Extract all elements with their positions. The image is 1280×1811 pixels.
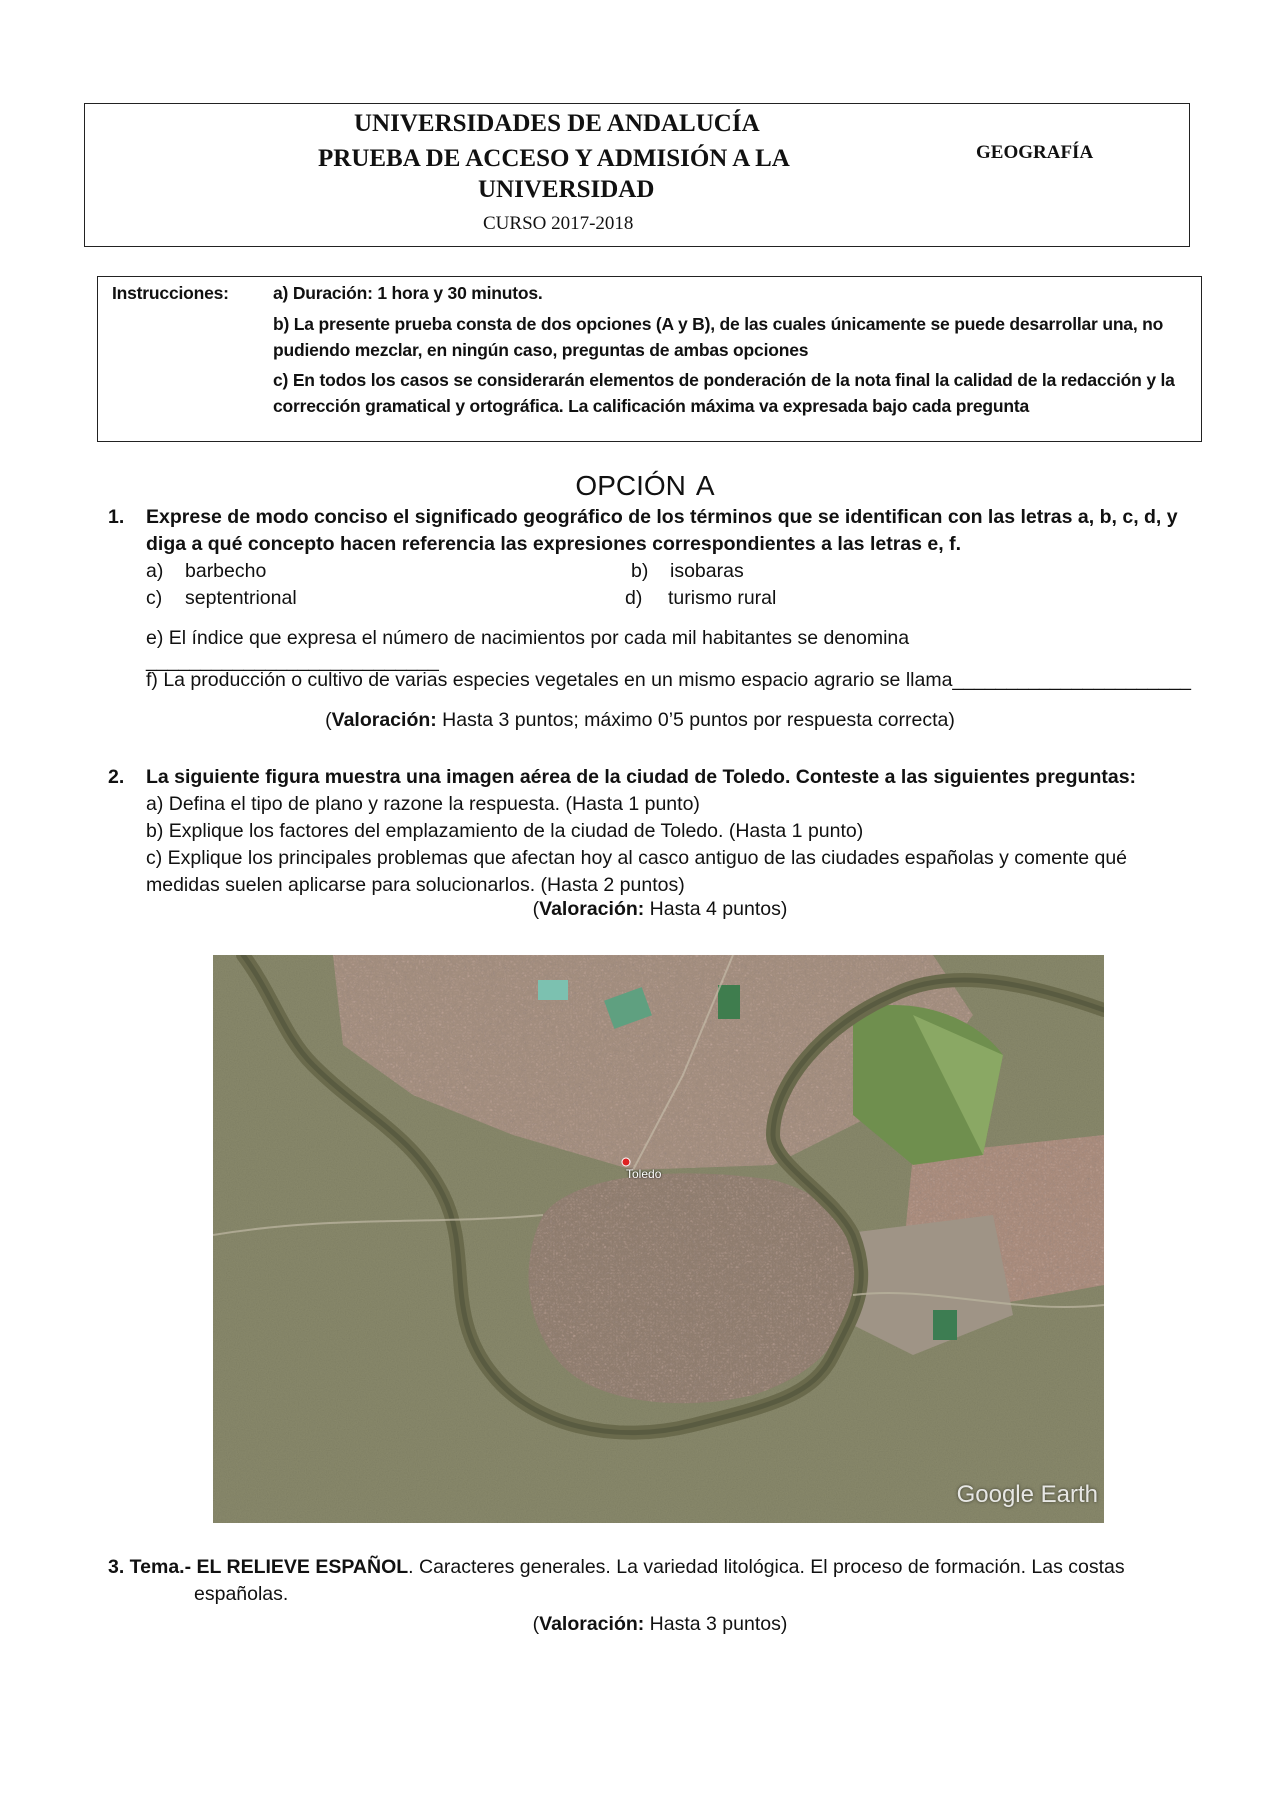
question-1-number: 1. (108, 506, 125, 528)
instruction-c: c) En todos los casos se considerarán elementos de ponderación de la nota final la calidad de la redacción y la corrección gramatical y ortográfica. La calificación máxima va expresada bajo cada pregunta (273, 370, 1175, 416)
score-label: Valoración: (331, 709, 437, 731)
term-a: barbecho (185, 560, 267, 582)
exam-title-line2: UNIVERSIDAD (478, 176, 655, 203)
question-2-score: (Valoración: Hasta 4 puntos) (532, 898, 788, 920)
term-b-letter: b) (631, 560, 649, 582)
question-2-item-a: a) Defina el tipo de plano y razone la respuesta. (Hasta 1 punto) (146, 793, 700, 815)
instruction-a: a) Duración: 1 hora y 30 minutos. (273, 283, 543, 303)
university-name: UNIVERSIDADES DE ANDALUCÍA (354, 110, 760, 137)
question-2-item-b: b) Explique los factores del emplazamiento de la ciudad de Toledo. (Hasta 1 punto) (146, 820, 864, 842)
score-label: Valoración: (539, 898, 645, 920)
course-year: CURSO 2017-2018 (483, 213, 634, 234)
term-c-letter: c) (146, 587, 163, 609)
question-3 (108, 1554, 1178, 1608)
question-3-line1: . Caracteres generales. La variedad litológica. El proceso de formación. Las costas (408, 1556, 1125, 1578)
term-b: isobaras (670, 560, 744, 582)
pin-label: Toledo (626, 1167, 662, 1181)
question-1-item-e: e) El índice que expresa el número de nacimientos por cada mil habitantes se denomina ___________________________ (146, 627, 910, 672)
score-text: Hasta 3 puntos) (644, 1613, 788, 1635)
term-c: septentrional (185, 587, 297, 609)
term-a-letter: a) (146, 560, 164, 582)
option-title (0, 470, 1280, 502)
option-word: OPCIÓN (575, 470, 686, 501)
google-earth-watermark: Google Earth (956, 1481, 1098, 1508)
score-text: Hasta 4 puntos) (644, 898, 788, 920)
question-1-text: Exprese de modo conciso el significado geográfico de los términos que se identifican con las letras a, b, c, d, y diga a qué concepto hacen referencia las expresiones correspondientes a las letras e, f. (146, 506, 1178, 555)
question-1-score: (Valoración: Hasta 3 puntos; máximo 0’5 puntos por respuesta correcta) (325, 709, 955, 731)
score-label: Valoración: (539, 1613, 645, 1635)
question-3-score: (Valoración: Hasta 3 puntos) (532, 1613, 788, 1635)
aerial-photo (213, 955, 1104, 1523)
instructions-label: Instrucciones: (112, 283, 229, 303)
exam-title-line1: PRUEBA DE ACCESO Y ADMISIÓN A LA (318, 145, 790, 172)
question-1-item-f: f) La producción o cultivo de varias especies vegetales en un mismo espacio agrario se llama______________________ (146, 669, 1192, 691)
question-2-item-c: c) Explique los principales problemas que afectan hoy al casco antiguo de las ciudades españolas y comente qué medidas suelen aplicarse para solucionarlos. (Hasta 2 puntos) (146, 847, 1128, 896)
question-2-text: La siguiente figura muestra una imagen aérea de la ciudad de Toledo. Conteste a las siguientes preguntas: (146, 766, 1137, 788)
subject-name: GEOGRAFÍA (976, 142, 1094, 163)
question-2-number: 2. (108, 766, 125, 788)
aerial-image-toledo (213, 955, 1104, 1523)
term-d: turismo rural (668, 587, 777, 609)
question-3-lead: 3. Tema.- EL RELIEVE ESPAÑOL (108, 1556, 409, 1578)
question-3-line2: españolas. (194, 1583, 289, 1605)
term-d-letter: d) (625, 587, 643, 609)
instruction-b: b) La presente prueba consta de dos opciones (A y B), de las cuales únicamente se puede desarrollar una, no pudiendo mezclar, en ningún caso, preguntas de ambas opciones (273, 314, 1164, 360)
option-letter: A (695, 470, 715, 501)
score-text: Hasta 3 puntos; máximo 0’5 puntos por respuesta correcta) (436, 709, 955, 731)
location-pin-icon (622, 1158, 630, 1166)
